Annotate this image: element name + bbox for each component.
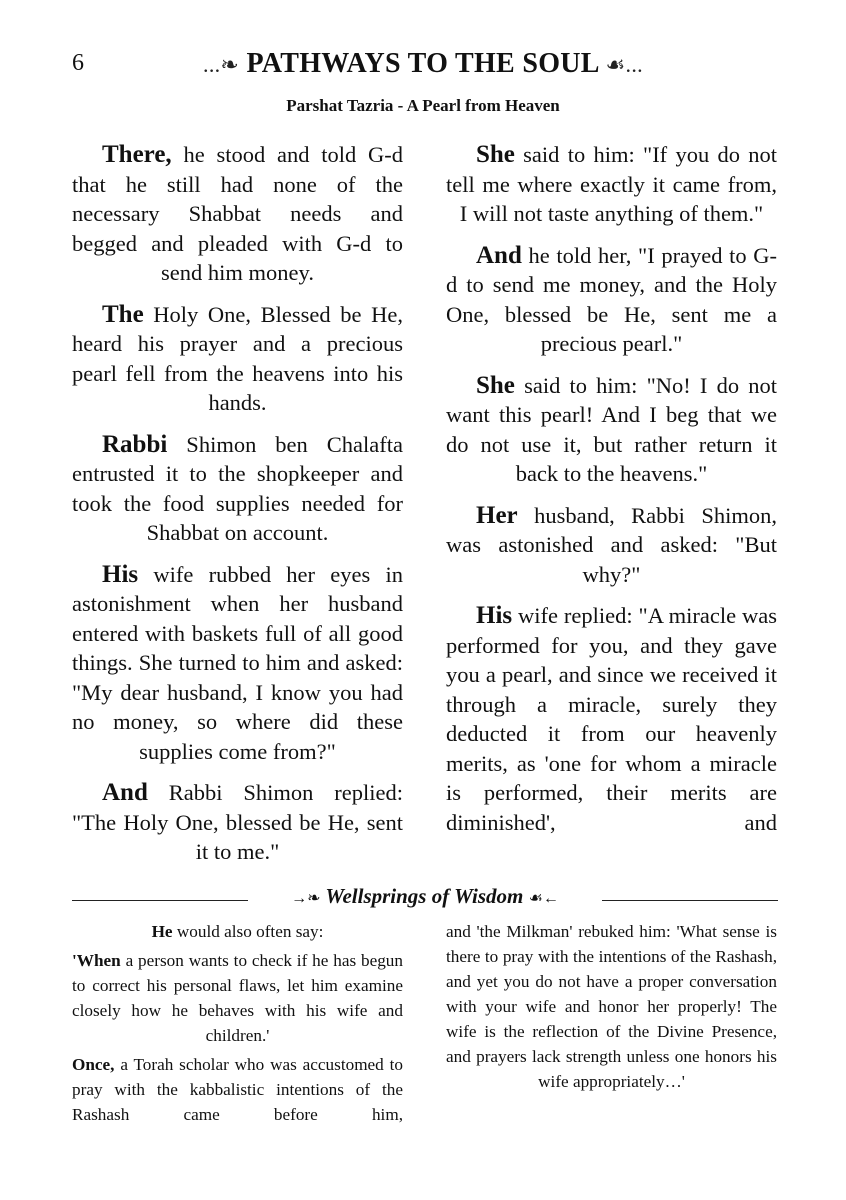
footer-column-left — [72, 919, 403, 1131]
paragraph-text: and 'the Milkman' rebuked him: 'What sense is there to pray with the intentions of the Rashash, and yet you do not have a proper conversation with your wife and honor her properly! The wife is the reflection of the Divine Presence, and prayers lack strength unless one honors his wife appropriately…' — [446, 922, 777, 1091]
paragraph-text: he told her, "I prayed to G-d to send me money, and the Holy One, blessed be He, sent me a precious pearl." — [446, 242, 777, 356]
footer-paragraph — [446, 919, 777, 1094]
paragraph-text: he stood and told G-d that he still had none of the necessary Shabbat needs and begged and pleaded with G-d to send him money. — [72, 142, 403, 285]
paragraph — [446, 601, 777, 837]
paragraph-text: husband, Rabbi Shimon, was astonished and asked: "But why?" — [446, 502, 777, 587]
paragraph-lead: His — [102, 560, 139, 588]
divider-label — [72, 884, 778, 909]
paragraph — [446, 140, 777, 229]
paragraph-lead: Once, — [72, 1055, 115, 1074]
paragraph-text: said to him: "No! I do not want this pearl! And I beg that we do not use it, but rather return it back to the heavens." — [446, 372, 777, 486]
paragraph-lead: She — [476, 141, 515, 168]
paragraph-lead: 'When — [72, 951, 121, 970]
paragraph — [446, 501, 777, 590]
paragraph-text: wife rubbed her eyes in astonishment when her husband entered with baskets full of all good things. She turned to him and asked: "My dear husband, I know you had no money, so where did these supplies come from?" — [72, 561, 403, 764]
paragraph — [72, 430, 403, 548]
paragraph-text: would also often say: — [172, 922, 324, 941]
paragraph-text: Shimon ben Chalafta entrusted it to the shopkeeper and took the food supplies needed for Shabbat on account. — [72, 431, 403, 545]
paragraph — [72, 300, 403, 418]
divider-ornament-right-icon: ☙← — [528, 890, 559, 907]
paragraph-text: said to him: "If you do not tell me where exactly it came from, I will not taste anything of them." — [446, 142, 777, 226]
paragraph-lead: Rabbi — [102, 430, 168, 458]
main-column-right — [446, 140, 777, 849]
paragraph-text: wife replied: "A miracle was performed for you, and they gave you a pearl, and since we received it through a miracle, surely they deducted it from our heavenly merits, as 'one for whom a miracle is performed, their merits are diminished', and — [446, 603, 777, 835]
ornament-right-icon: ☙... — [605, 52, 643, 77]
paragraph-lead: And — [476, 241, 522, 269]
paragraph — [72, 560, 403, 767]
section-title: Wellsprings of Wisdom — [325, 884, 524, 908]
section-divider — [72, 884, 778, 910]
paragraph-text: a Torah scholar who was accustomed to pray with the kabbalistic intentions of the Rashash came before him, — [72, 1055, 403, 1124]
paragraph-lead: She — [476, 371, 515, 399]
paragraph — [72, 140, 403, 288]
divider-ornament-left-icon: →❧ — [291, 890, 321, 907]
paragraph-lead: There, — [102, 141, 172, 168]
paragraph — [446, 241, 777, 359]
paragraph-text: a person wants to check if he has begun to correct his personal flaws, let him examine closely how he behaves with his wife and children.' — [72, 951, 403, 1045]
paragraph-text: Rabbi Shimon replied: "The Holy One, blessed be He, sent it to me." — [72, 780, 403, 864]
paragraph-text: Holy One, Blessed be He, heard his prayer and a precious pearl fell from the heavens into his hands. — [72, 301, 403, 415]
paragraph — [72, 778, 403, 867]
main-column-left — [72, 140, 403, 879]
page-header-title — [0, 48, 846, 80]
paragraph-lead: The — [102, 300, 144, 328]
paragraph-lead: His — [476, 602, 513, 629]
paragraph-lead: Her — [476, 501, 518, 529]
page-number: 6 — [72, 50, 84, 76]
paragraph-lead: And — [102, 779, 148, 806]
footer-paragraph — [72, 919, 403, 944]
footer-paragraph — [72, 1052, 403, 1127]
book-title: PATHWAYS TO THE SOUL — [246, 48, 599, 79]
ornament-left-icon: ...❧ — [203, 52, 240, 77]
footer-column-right — [446, 919, 777, 1098]
paragraph-lead: He — [151, 922, 173, 941]
chapter-subtitle: Parshat Tazria - A Pearl from Heaven — [286, 96, 560, 115]
footer-paragraph — [72, 948, 403, 1048]
paragraph — [446, 371, 777, 489]
